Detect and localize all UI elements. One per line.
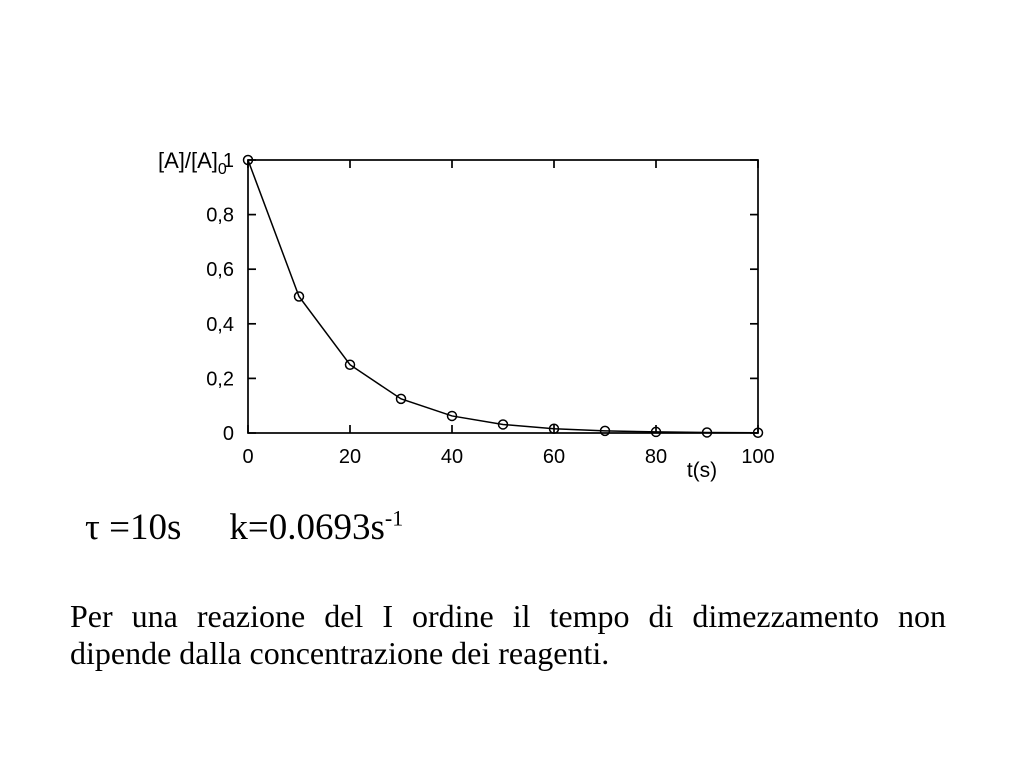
- paragraph-line-2: dipende dalla concentrazione dei reagenti.: [70, 635, 610, 671]
- paragraph: [70, 598, 946, 672]
- svg-text:0,8: 0,8: [206, 204, 234, 227]
- svg-text:40: 40: [440, 446, 464, 468]
- svg-text:80: 80: [644, 446, 668, 468]
- tau-value: τ =10s: [85, 507, 182, 548]
- svg-text:20: 20: [338, 446, 362, 468]
- constants-line: [85, 505, 404, 549]
- svg-text:0,4: 0,4: [206, 313, 234, 336]
- svg-text:0: 0: [242, 446, 254, 468]
- k-value-exponent: -1: [384, 505, 404, 531]
- svg-text:[A]/[A]0: $[A]/[A]_0$: [158, 148, 227, 178]
- svg-text:0: 0: [222, 423, 234, 445]
- decay-chart: [150, 130, 830, 490]
- k-value: [229, 507, 403, 548]
- svg-text:0,6: 0,6: [206, 259, 234, 282]
- svg-text:t(s): t(s): [686, 459, 718, 482]
- svg-text:60: 60: [542, 446, 566, 468]
- k-value-base: k=0.0693s: [229, 507, 385, 548]
- svg-text:0,2: 0,2: [206, 368, 234, 391]
- paragraph-line-1: Per una reazione del I ordine il tempo di dimezzamento non: [70, 598, 946, 634]
- svg-text:1: 1: [222, 150, 234, 172]
- svg-text:100: 100: [741, 446, 775, 468]
- chart-svg: [150, 130, 830, 490]
